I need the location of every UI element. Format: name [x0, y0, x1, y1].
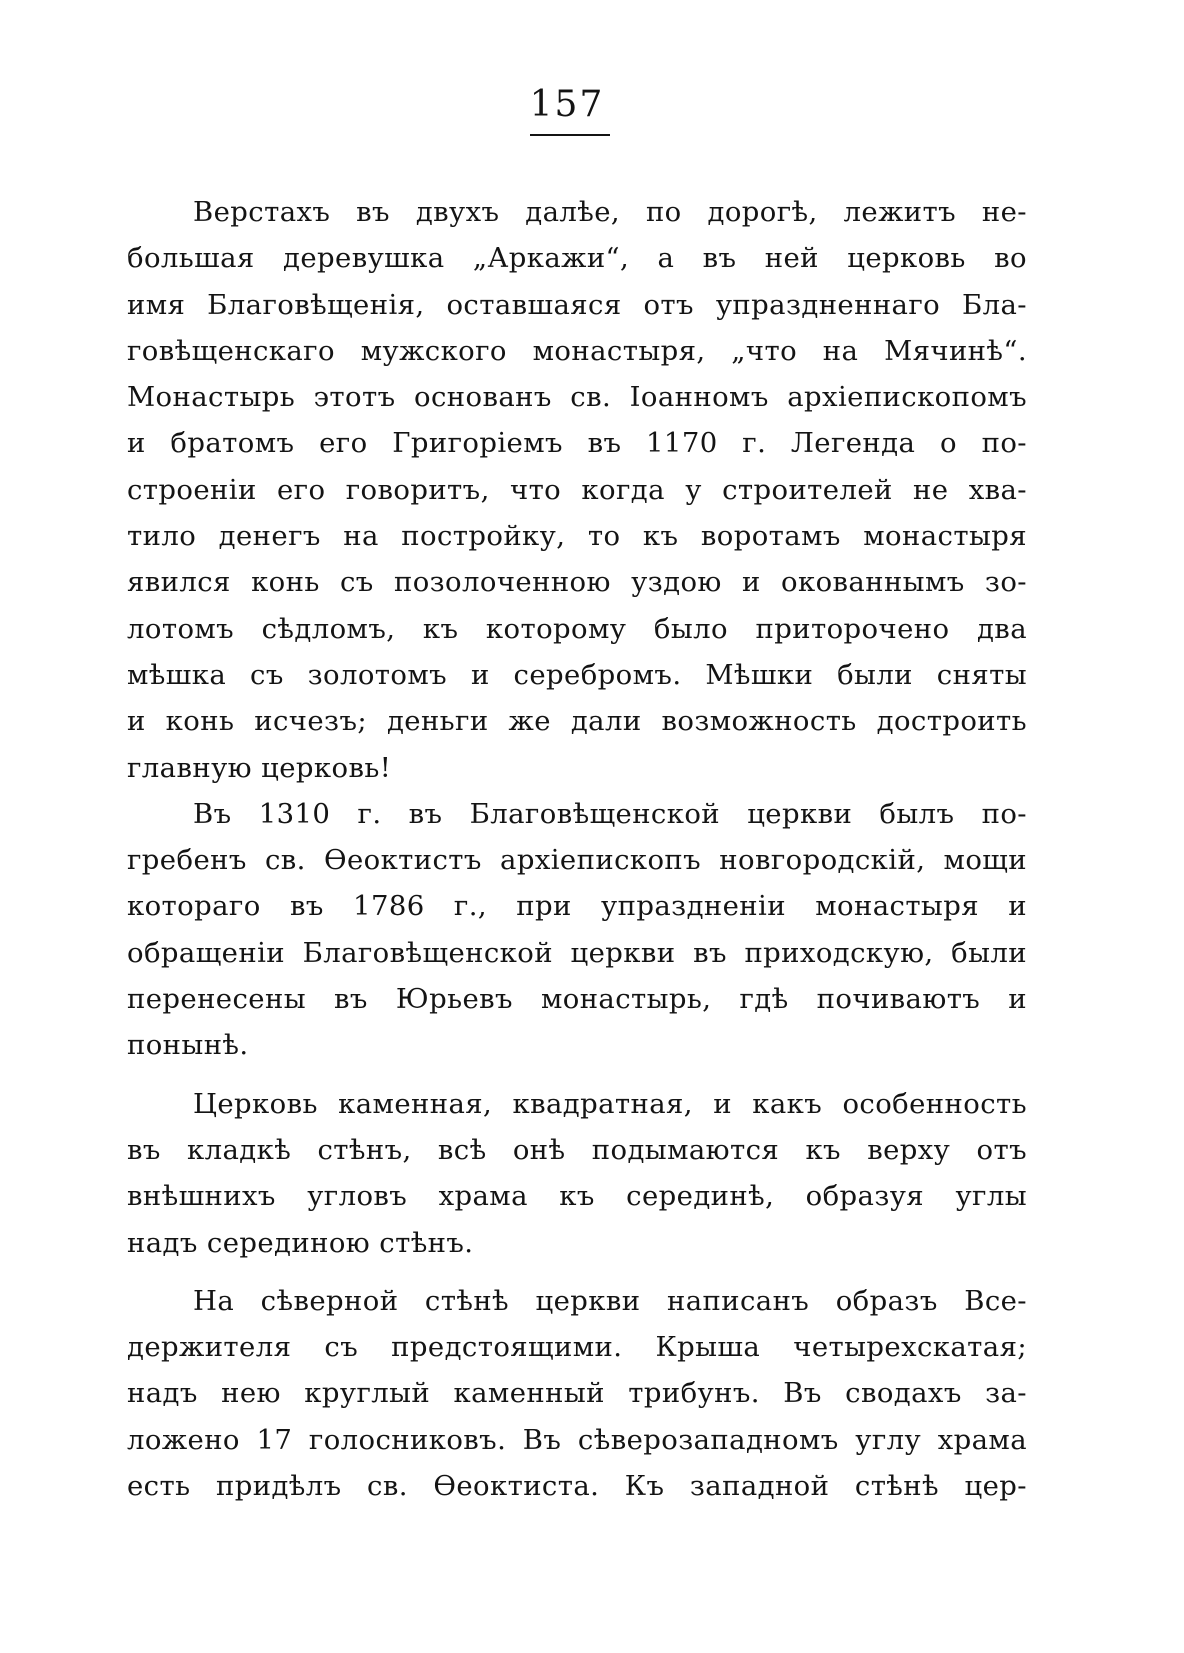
text-line: гребенъ св. Өеоктистъ архіепископъ новгородскій, мощи	[127, 844, 1027, 877]
text-line: надъ нею круглый каменный трибунъ. Въ сводахъ за-	[127, 1377, 1027, 1410]
text-line: На сѣверной стѣнѣ церкви написанъ образъ Все-	[193, 1284, 1027, 1317]
paragraph-4	[127, 1278, 1027, 1509]
text-line: обращеніи Благовѣщенской церкви въ приходскую, были	[127, 936, 1027, 969]
paragraph-2	[127, 791, 1027, 1069]
body-text	[127, 189, 1027, 1509]
text-line: внѣшнихъ угловъ храма къ серединѣ, образуя углы	[127, 1180, 1027, 1213]
text-line: понынѣ.	[127, 1029, 249, 1062]
text-line: Верстахъ въ двухъ далѣе, по дорогѣ, лежитъ не-	[193, 196, 1027, 228]
text-line: тило денегъ на постройку, то къ воротамъ монастыря	[127, 520, 1027, 553]
text-line: Монастырь этотъ основанъ св. Іоанномъ архіепископомъ	[127, 381, 1027, 414]
text-line: есть придѣлъ св. Өеоктиста. Къ западной стѣнѣ цер-	[127, 1470, 1027, 1503]
text-line: мѣшка съ золотомъ и серебромъ. Мѣшки были сняты	[127, 658, 1027, 691]
text-line: лотомъ сѣдломъ, къ которому было приторочено два	[127, 612, 1027, 645]
text-line: ложено 17 голосниковъ. Въ сѣверозападномъ углу храма	[127, 1423, 1027, 1456]
text-line: въ кладкѣ стѣнъ, всѣ онѣ подымаются къ верху отъ	[127, 1133, 1027, 1166]
text-line: перенесены въ Юрьевъ монастырь, гдѣ почиваютъ и	[127, 983, 1027, 1016]
text-line: и конь исчезъ; деньги же дали возможность достроить	[127, 705, 1027, 738]
text-line: и братомъ его Григоріемъ въ 1170 г. Легенда о по-	[127, 427, 1027, 460]
text-line: явился конь съ позолоченною уздою и окованнымъ зо-	[127, 566, 1027, 599]
paragraph-gap	[127, 1069, 1027, 1081]
text-line: Церковь каменная, квадратная, и какъ особенность	[193, 1087, 1027, 1120]
paragraph-3	[127, 1081, 1027, 1266]
text-line: держителя съ предстоящими. Крыша четырехскатая;	[127, 1331, 1027, 1364]
text-line: строеніи его говоритъ, что когда у строителей не хва-	[127, 473, 1027, 506]
text-line: большая деревушка „Аркажи“, а въ ней церковь во	[127, 242, 1027, 275]
text-line: говѣщенскаго мужского монастыря, „что на Мячинѣ“.	[127, 334, 1027, 367]
text-line: главную церковь!	[127, 751, 392, 784]
text-line: надъ серединою стѣнъ.	[127, 1226, 474, 1259]
paragraph-1	[127, 189, 1027, 791]
text-line: Въ 1310 г. въ Благовѣщенской церкви былъ по-	[193, 797, 1027, 830]
text-line: котораго въ 1786 г., при упраздненіи монастыря и	[127, 890, 1027, 923]
paragraph-gap	[127, 1266, 1027, 1278]
text-line: имя Благовѣщенія, оставшаяся отъ упраздненнаго Бла-	[127, 288, 1027, 321]
page-number-underline	[530, 134, 610, 136]
page-number: 157	[529, 84, 605, 125]
